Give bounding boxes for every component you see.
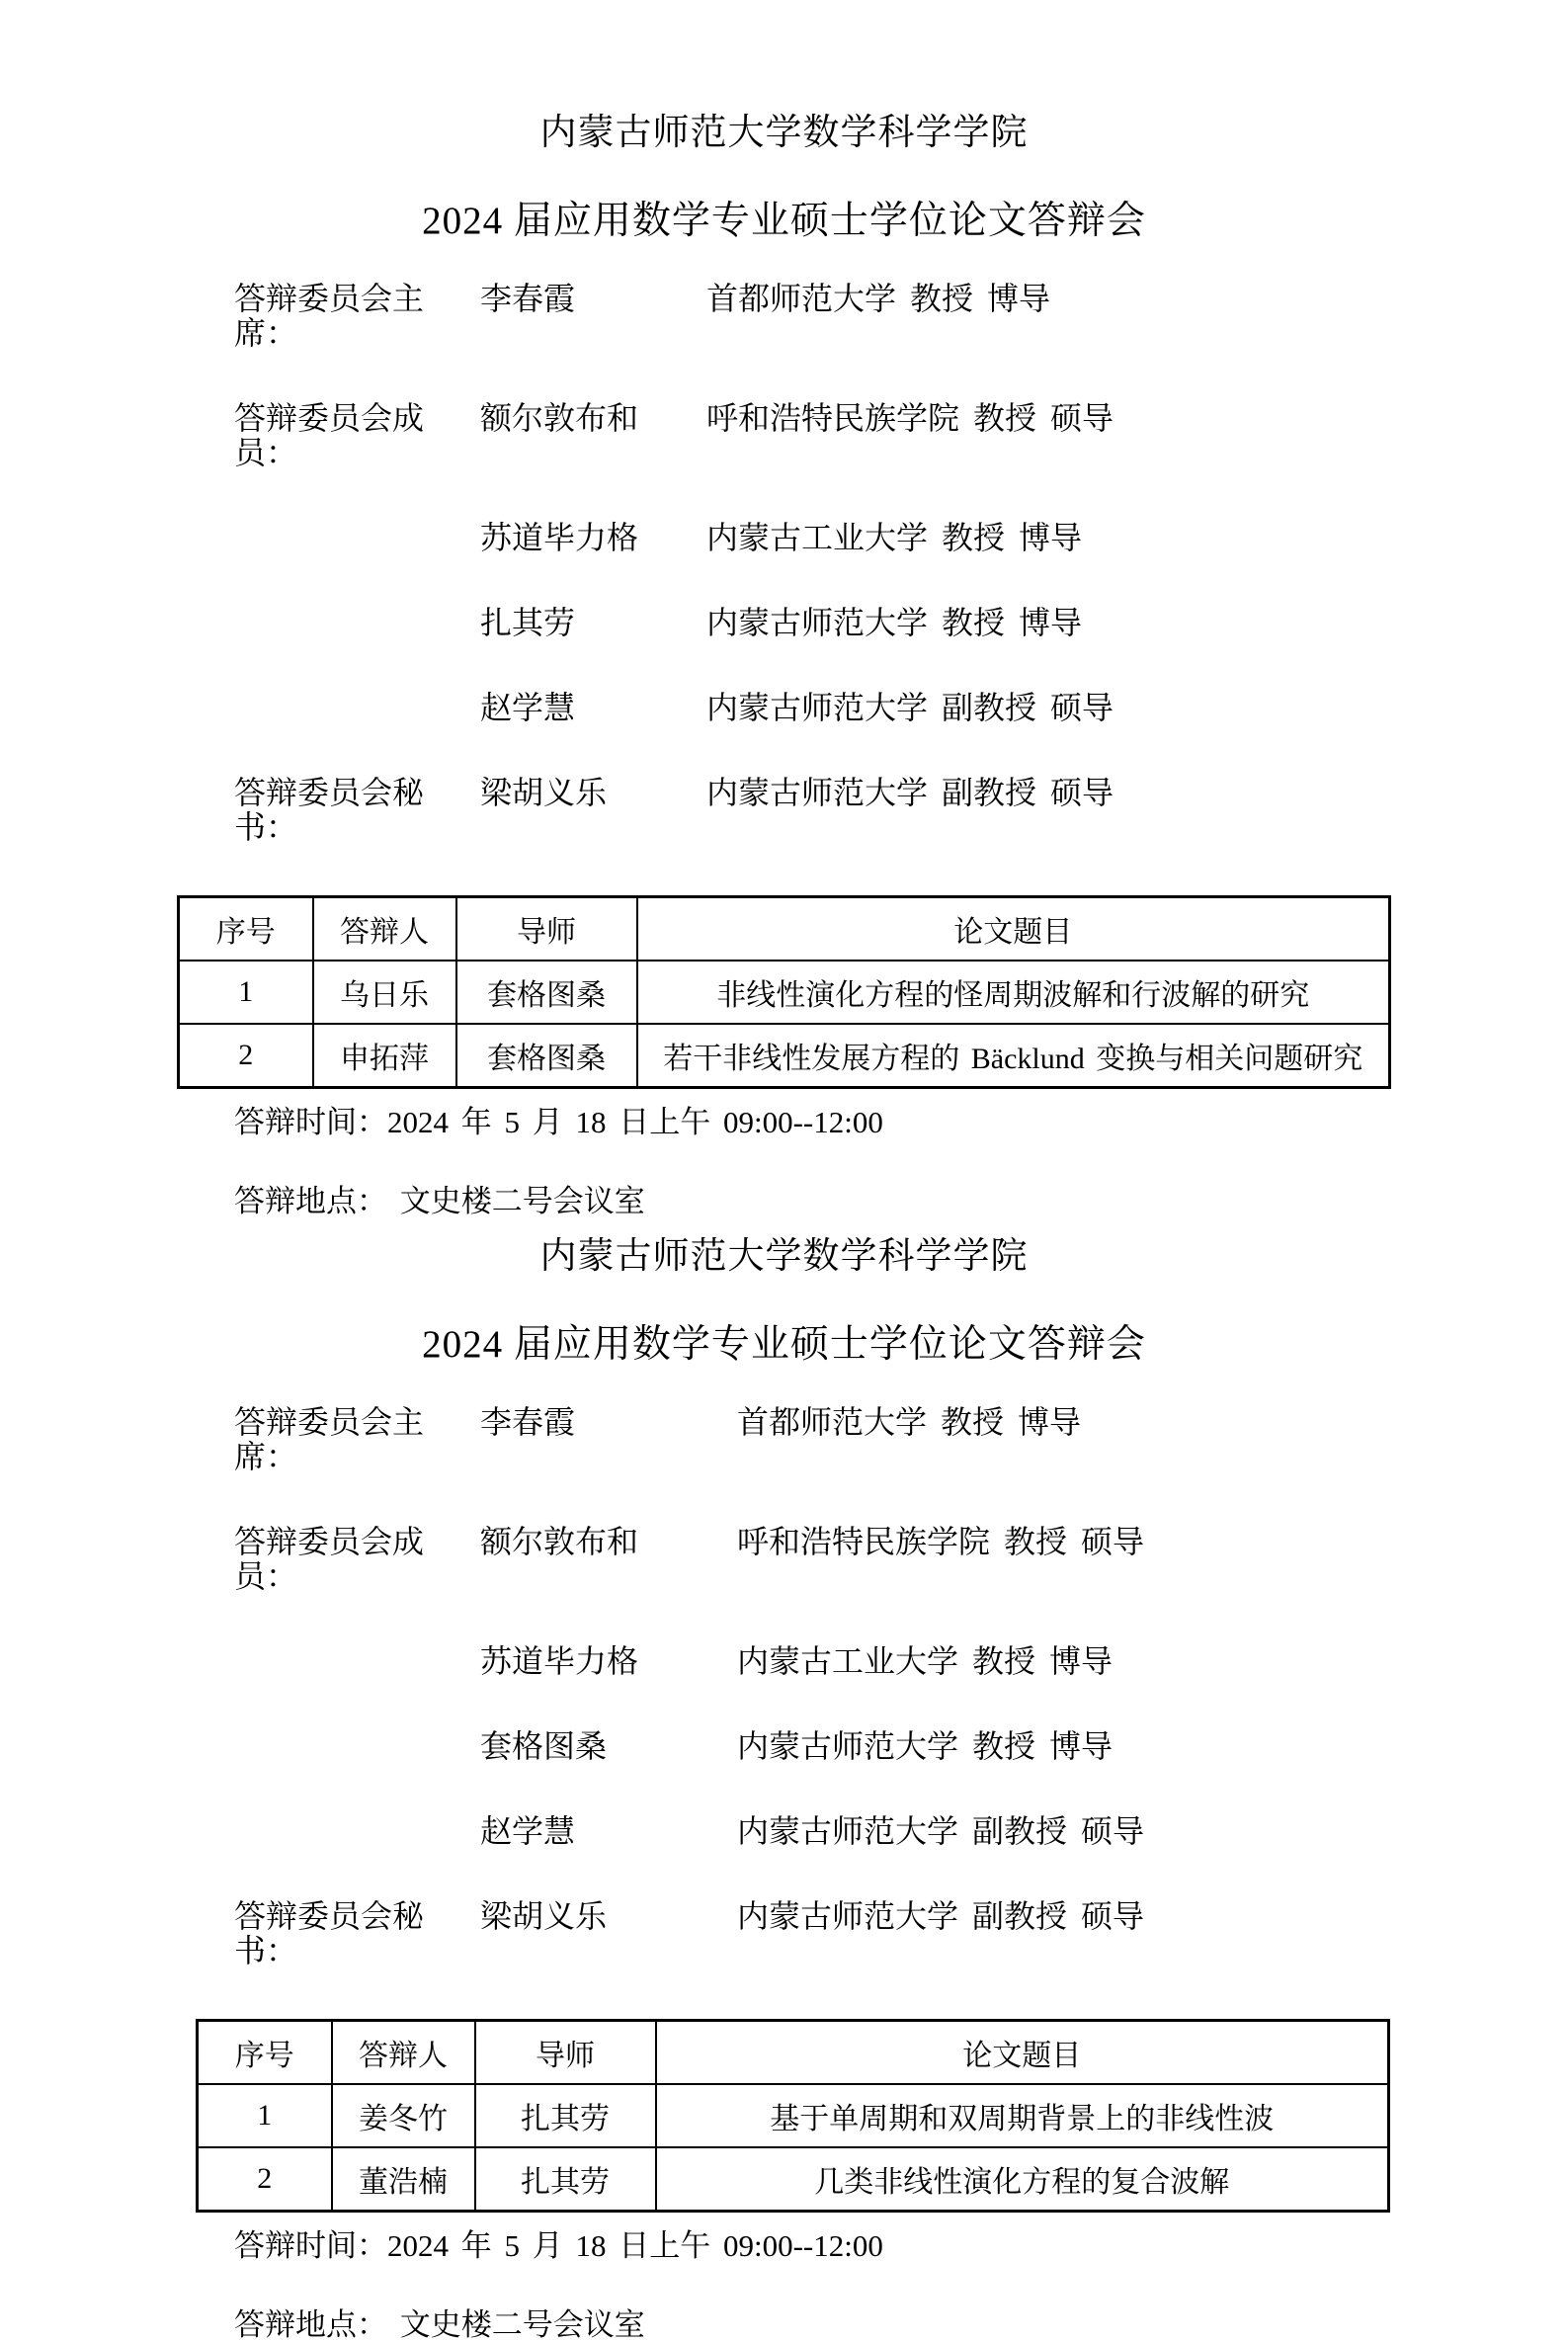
header-cell-advisor: 导师 — [475, 2021, 656, 2085]
committee-role-label — [234, 521, 480, 555]
header-cell-seq: 序号 — [198, 2021, 332, 2085]
page-subtitle: 2024 届应用数学专业硕士学位论文答辩会 — [422, 1323, 1146, 1366]
header-cell-seq: 序号 — [179, 897, 313, 962]
committee-role-label — [234, 691, 480, 725]
committee-member-name: 赵学慧 — [480, 1813, 576, 1849]
committee-line-member — [234, 1525, 1568, 1594]
committee-line-member — [234, 401, 1568, 470]
committee-member-affiliation: 内蒙古工业大学 教授 博导 — [706, 520, 1083, 555]
committee-line-member — [234, 1729, 1568, 1764]
defense-session-2 — [0, 1234, 1568, 2342]
committee-list — [0, 282, 1568, 845]
defense-location-line: 答辩地点： 文史楼二号会议室 — [234, 1184, 645, 1218]
committee-role-label: 答辩委员会主席： — [234, 281, 425, 351]
committee-line-member — [234, 606, 1568, 640]
cell-seq: 2 — [179, 1024, 313, 1088]
committee-line-chair — [234, 282, 1568, 351]
committee-line-member — [234, 691, 1568, 725]
committee-member-affiliation: 呼和浩特民族学院 教授 硕导 — [706, 400, 1114, 436]
cell-advisor: 套格图桑 — [456, 961, 637, 1024]
committee-member-name: 扎其劳 — [480, 605, 576, 640]
committee-role-label: 答辩委员会成员： — [234, 400, 425, 470]
committee-member-affiliation: 首都师范大学 教授 博导 — [706, 281, 1051, 316]
cell-advisor: 扎其劳 — [475, 2147, 656, 2212]
cell-seq: 1 — [198, 2084, 332, 2147]
table-header-row — [198, 2021, 1389, 2085]
title-wrap — [0, 1234, 1568, 1279]
cell-advisor: 套格图桑 — [456, 1024, 637, 1088]
cell-thesis-title: 基于单周期和双周期背景上的非线性波 — [656, 2084, 1389, 2147]
table-row — [179, 961, 1390, 1024]
committee-line-member — [234, 1814, 1568, 1849]
header-cell-defender: 答辩人 — [332, 2021, 475, 2085]
cell-seq: 1 — [179, 961, 313, 1024]
committee-list — [0, 1405, 1568, 1968]
table-row — [179, 1024, 1390, 1088]
committee-member-affiliation: 内蒙古师范大学 教授 博导 — [706, 605, 1083, 640]
committee-member-name: 苏道毕力格 — [480, 1643, 639, 1679]
page-title: 内蒙古师范大学数学科学学院 — [539, 1236, 1029, 1277]
committee-role-label: 答辩委员会成员： — [234, 1524, 425, 1594]
cell-defender: 乌日乐 — [313, 961, 456, 1024]
committee-member-name: 额尔敦布和 — [480, 1524, 639, 1559]
committee-line-member — [234, 521, 1568, 555]
committee-member-name: 额尔敦布和 — [480, 400, 639, 436]
committee-line-secretary — [234, 1899, 1568, 1968]
committee-member-affiliation: 内蒙古师范大学 副教授 硕导 — [706, 690, 1114, 725]
cell-defender: 姜冬竹 — [332, 2084, 475, 2147]
committee-member-name: 梁胡义乐 — [480, 775, 608, 810]
committee-member-affiliation: 首都师范大学 教授 博导 — [737, 1404, 1082, 1440]
committee-role-label — [234, 1729, 480, 1764]
committee-member-name: 套格图桑 — [480, 1728, 608, 1764]
cell-advisor: 扎其劳 — [475, 2084, 656, 2147]
table-row — [198, 2084, 1389, 2147]
committee-member-affiliation: 内蒙古师范大学 副教授 硕导 — [737, 1813, 1145, 1849]
cell-thesis-title: 非线性演化方程的怪周期波解和行波解的研究 — [637, 961, 1390, 1024]
committee-role-label — [234, 1644, 480, 1679]
committee-line-secretary — [234, 776, 1568, 845]
committee-member-affiliation: 内蒙古师范大学 教授 博导 — [737, 1728, 1114, 1764]
table-header-row — [179, 897, 1390, 962]
header-cell-thesis: 论文题目 — [656, 2021, 1389, 2085]
header-cell-defender: 答辩人 — [313, 897, 456, 962]
committee-member-name: 李春霞 — [480, 281, 576, 316]
committee-member-name: 赵学慧 — [480, 690, 576, 725]
header-cell-thesis: 论文题目 — [637, 897, 1390, 962]
committee-member-affiliation: 内蒙古师范大学 副教授 硕导 — [706, 775, 1114, 810]
cell-thesis-title: 几类非线性演化方程的复合波解 — [656, 2147, 1389, 2212]
page-title: 内蒙古师范大学数学科学学院 — [539, 113, 1029, 153]
defense-location-line: 答辩地点： 文史楼二号会议室 — [234, 2307, 645, 2342]
committee-role-label: 答辩委员会秘书： — [234, 1898, 425, 1968]
committee-role-label — [234, 606, 480, 640]
committee-role-label — [234, 1814, 480, 1849]
page-subtitle: 2024 届应用数学专业硕士学位论文答辩会 — [422, 200, 1146, 242]
committee-line-chair — [234, 1405, 1568, 1474]
defense-time-line: 答辩时间：2024 年 5 月 18 日上午 09:00--12:00 — [234, 2228, 883, 2263]
defense-schedule-table — [177, 895, 1391, 1089]
committee-member-name: 梁胡义乐 — [480, 1898, 608, 1934]
committee-member-affiliation: 内蒙古工业大学 教授 博导 — [737, 1643, 1114, 1679]
defense-session-1 — [0, 111, 1568, 1218]
committee-role-label: 答辩委员会秘书： — [234, 775, 425, 845]
committee-role-label: 答辩委员会主席： — [234, 1404, 425, 1474]
cell-defender: 申拓萍 — [313, 1024, 456, 1088]
committee-member-name: 苏道毕力格 — [480, 520, 639, 555]
committee-line-member — [234, 1644, 1568, 1679]
committee-member-affiliation: 内蒙古师范大学 副教授 硕导 — [737, 1898, 1145, 1934]
defense-schedule-table — [196, 2019, 1390, 2213]
table-row — [198, 2147, 1389, 2212]
cell-thesis-title: 若干非线性发展方程的 Bäcklund 变换与相关问题研究 — [637, 1024, 1390, 1088]
cell-defender: 董浩楠 — [332, 2147, 475, 2212]
committee-member-affiliation: 呼和浩特民族学院 教授 硕导 — [737, 1524, 1145, 1559]
cell-seq: 2 — [198, 2147, 332, 2212]
defense-time-line: 答辩时间：2024 年 5 月 18 日上午 09:00--12:00 — [234, 1105, 883, 1139]
header-cell-advisor: 导师 — [456, 897, 637, 962]
committee-member-name: 李春霞 — [480, 1404, 576, 1440]
